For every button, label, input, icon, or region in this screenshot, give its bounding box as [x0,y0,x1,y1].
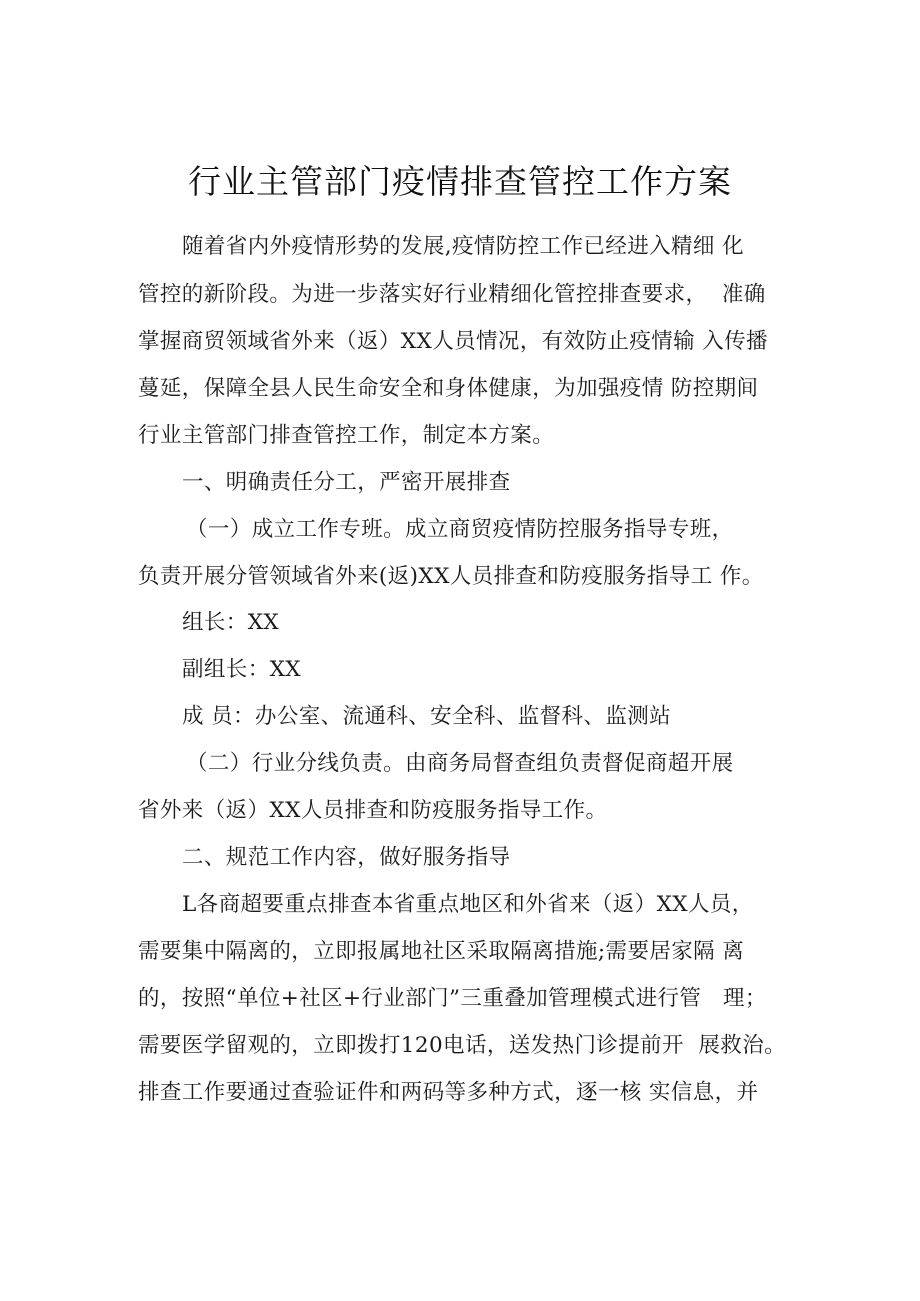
paragraph-line: 掌握商贸领域省外来（返）XX人员情况，有效防止疫情输 入传播 [138,329,768,354]
paragraph-line: 管控的新阶段。为进一步落实好行业精细化管控排查要求， 准确 [138,282,766,307]
members-line: 成 员：办公室、流通科、安全科、监督科、监测站 [182,704,672,729]
section-heading: 一、明确责任分工，严密开展排查 [182,470,511,495]
paragraph-line: 行业主管部门排查管控工作，制定本方案。 [138,423,555,448]
deputy-leader-line: 副组长：XX [182,657,302,682]
team-leader-line: 组长：XX [182,610,280,635]
paragraph-line: 的，按照“单位+社区+行业部门”三重叠加管理模式进行管 理； [138,986,767,1011]
paragraph-line: 需要医学留观的，立即拨打120电话，送发热门诊提前开 展救治。 [138,1033,787,1058]
paragraph-line: 需要集中隔离的，立即报属地社区采取隔离措施;需要居家隔 离 [138,939,745,964]
paragraph-line: L各商超要重点排查本省重点地区和外省来（返）XX人员， [182,892,754,917]
section-heading: 二、规范工作内容，做好服务指导 [182,845,511,870]
paragraph-line: （二）行业分线负责。由商务局督查组负责督促商超开展 [186,751,734,776]
paragraph-line: 省外来（返）XX人员排查和防疫服务指导工作。 [138,798,608,823]
paragraph-line: 蔓延，保障全县人民生命安全和身体健康，为加强疫情 防控期间 [138,376,759,401]
paragraph-line: （一）成立工作专班。成立商贸疫情防控服务指导专班， [186,517,734,542]
paragraph-line: 随着省内外疫情形势的发展,疫情防控工作已经进入精细 化 [182,234,744,259]
document-title: 行业主管部门疫情排查管控工作方案 [188,162,732,201]
paragraph-line: 排查工作要通过查验证件和两码等多种方式，逐一核 实信息，并 [138,1080,759,1105]
paragraph-line: 负责开展分管领域省外来(返)XX人员排查和防疫服务指导工 作。 [138,564,764,589]
